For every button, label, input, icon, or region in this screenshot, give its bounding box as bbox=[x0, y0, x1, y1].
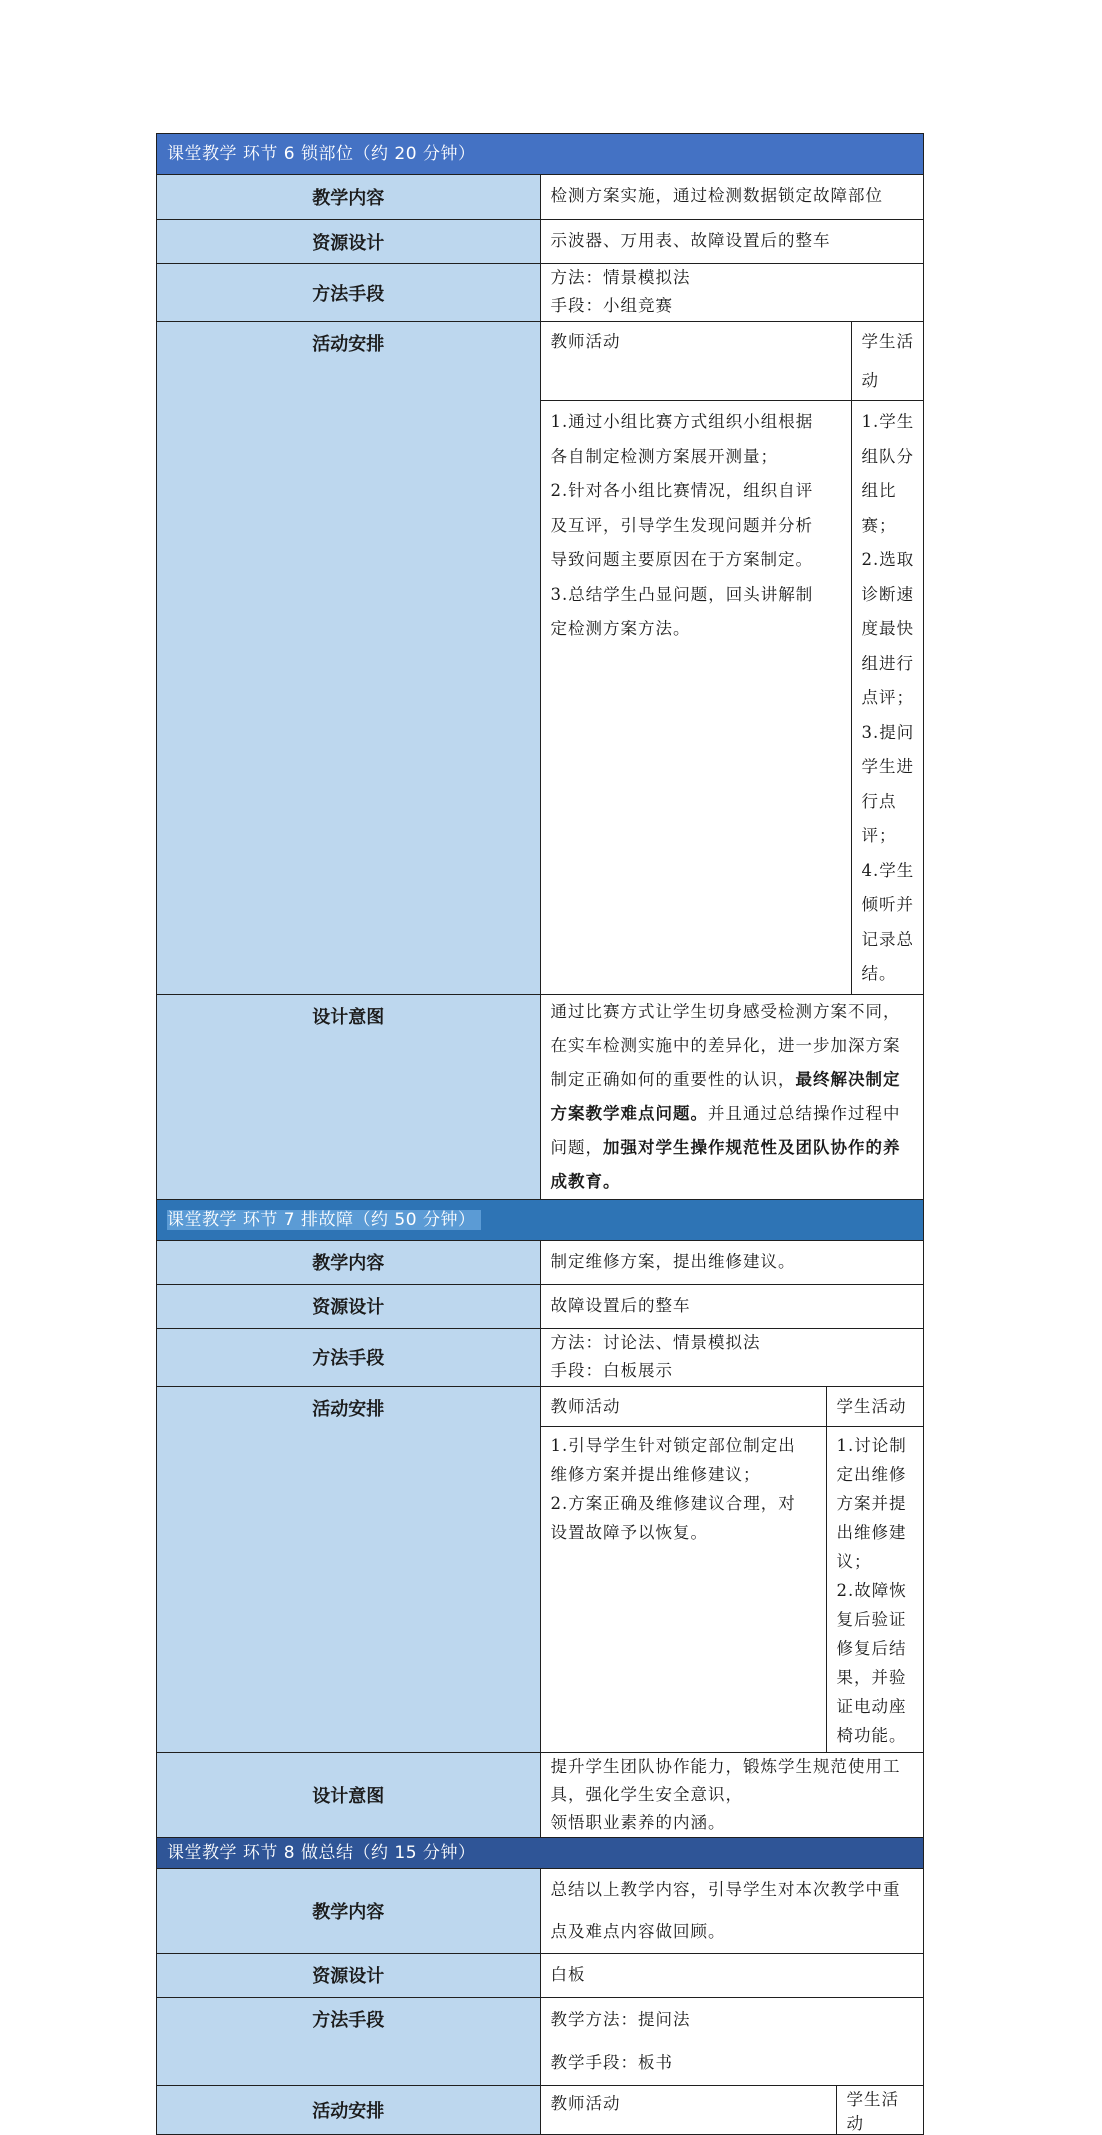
section8-activity-label: 活动安排 bbox=[157, 2085, 541, 2134]
section8-activity bbox=[540, 2085, 924, 2134]
section7-student-activity bbox=[826, 1426, 923, 1752]
section6-method-line: 手段：小组竞赛 bbox=[550, 296, 673, 315]
student-line: 1.学生组队分组比赛； bbox=[861, 412, 915, 535]
section6-method-line: 方法：情景模拟法 bbox=[550, 268, 691, 287]
section7-intent-label: 设计意图 bbox=[157, 1752, 541, 1837]
section7-activity bbox=[540, 1386, 924, 1752]
section8-header: 课堂教学 环节 8 做总结（约 15 分钟） bbox=[157, 1837, 924, 1868]
student-line: 2.故障恢复后验证修复后结果，并验 bbox=[836, 1580, 907, 1687]
student-line: 议； bbox=[836, 1551, 872, 1571]
teacher-line: 设置故障予以恢复。 bbox=[550, 1522, 708, 1542]
teacher-line: 各自制定检测方案展开测量； bbox=[550, 446, 778, 466]
section7-method-line: 手段：白板展示 bbox=[550, 1360, 673, 1380]
student-line: 3.提问学生进行点评； bbox=[861, 722, 915, 845]
section6-intent bbox=[540, 994, 924, 1199]
section7-content: 制定维修方案，提出维修建议。 bbox=[540, 1240, 924, 1284]
section7-student-head: 学生活动 bbox=[826, 1387, 923, 1427]
section7-header bbox=[157, 1199, 924, 1240]
teacher-line: 1.引导学生针对锁定部位制定出 bbox=[550, 1435, 796, 1455]
section6-activity-label: 活动安排 bbox=[157, 322, 541, 995]
intent-text: 并且通过总结操作过程中问题， bbox=[550, 1103, 901, 1157]
teacher-line: 2.方案正确及维修建议合理，对 bbox=[550, 1493, 796, 1513]
section8-content: 总结以上教学内容，引导学生对本次教学中重点及难点内容做回顾。 bbox=[540, 1868, 924, 1953]
section6-content-label: 教学内容 bbox=[157, 175, 541, 220]
section8-method-line: 教学方法：提问法 bbox=[550, 2009, 691, 2029]
section6-resource: 示波器、万用表、故障设置后的整车 bbox=[540, 220, 924, 264]
section7-method bbox=[540, 1328, 924, 1386]
section7-resource-label: 资源设计 bbox=[157, 1284, 541, 1328]
section8-resource-label: 资源设计 bbox=[157, 1953, 541, 1997]
section7-activity-label: 活动安排 bbox=[157, 1386, 541, 1752]
section6-student-activity bbox=[851, 401, 923, 994]
student-line: 4.学生倾听并记录总结。 bbox=[861, 860, 915, 983]
section8-method-line: 教学手段：板书 bbox=[550, 2052, 673, 2072]
student-line: 证电动座椅功能。 bbox=[836, 1696, 907, 1745]
section6-method-label: 方法手段 bbox=[157, 264, 541, 322]
section6-resource-label: 资源设计 bbox=[157, 220, 541, 264]
section6-student-head: 学生活动 bbox=[851, 322, 923, 401]
lesson-plan-table bbox=[156, 133, 924, 2135]
section7-content-label: 教学内容 bbox=[157, 1240, 541, 1284]
section8-method bbox=[540, 1997, 924, 2085]
section7-header-text: 课堂教学 环节 7 排故障（约 50 分钟） bbox=[167, 1210, 481, 1230]
teacher-line: 导致问题主要原因在于方案制定。 bbox=[550, 550, 813, 569]
section7-method-label: 方法手段 bbox=[157, 1328, 541, 1386]
intent-text: 通过比赛方式让学生切身感受检测方案不同，在实车检测实施中的差异化，进一步加深方案制定正确如何的重要性的认识， bbox=[550, 1001, 901, 1089]
section6-intent-label: 设计意图 bbox=[157, 994, 541, 1199]
teacher-line: 1.通过小组比赛方式组织小组根据 bbox=[550, 412, 814, 431]
teacher-line: 维修方案并提出维修建议； bbox=[550, 1464, 761, 1484]
section7-teacher-head: 教师活动 bbox=[541, 1387, 827, 1427]
student-line: 2.选取诊断速度最快组进行点评； bbox=[861, 550, 915, 707]
section7-method-line: 方法：讨论法、情景模拟法 bbox=[550, 1332, 761, 1352]
section7-resource: 故障设置后的整车 bbox=[540, 1284, 924, 1328]
section6-content: 检测方案实施，通过检测数据锁定故障部位 bbox=[540, 175, 924, 220]
intent-emphasis: 加强对学生操作规范性及团队协作的养成教育。 bbox=[550, 1137, 901, 1191]
section8-content-label: 教学内容 bbox=[157, 1868, 541, 1953]
section6-teacher-head: 教师活动 bbox=[541, 322, 852, 401]
section7-teacher-activity bbox=[541, 1426, 827, 1752]
section8-resource: 白板 bbox=[540, 1953, 924, 1997]
section6-activity bbox=[540, 322, 924, 995]
teacher-line: 3.总结学生凸显问题，回头讲解制 bbox=[550, 584, 814, 604]
section8-teacher-head: 教师活动 bbox=[541, 2086, 837, 2134]
section8-method-label: 方法手段 bbox=[157, 1997, 541, 2085]
intent-line: 领悟职业素养的内涵。 bbox=[550, 1812, 726, 1832]
teacher-line: 2.针对各小组比赛情况，组织自评 bbox=[550, 481, 814, 500]
teacher-line: 及互评，引导学生发现问题并分析 bbox=[550, 515, 813, 535]
section6-method bbox=[540, 264, 924, 322]
section6-teacher-activity bbox=[541, 401, 852, 994]
student-line: 1.讨论制定出维修方案并提出维修建 bbox=[836, 1435, 907, 1542]
intent-emphasis: 最终解决制定方案教学难点问题。 bbox=[550, 1069, 901, 1123]
teacher-line: 定检测方案方法。 bbox=[550, 619, 691, 638]
section6-header: 课堂教学 环节 6 锁部位（约 20 分钟） bbox=[157, 134, 924, 175]
section8-student-head: 学生活动 bbox=[846, 2089, 899, 2133]
intent-line: 提升学生团队协作能力，锻炼学生规范使用工具，强化学生安全意识， bbox=[550, 1756, 901, 1804]
section7-intent bbox=[540, 1752, 924, 1837]
